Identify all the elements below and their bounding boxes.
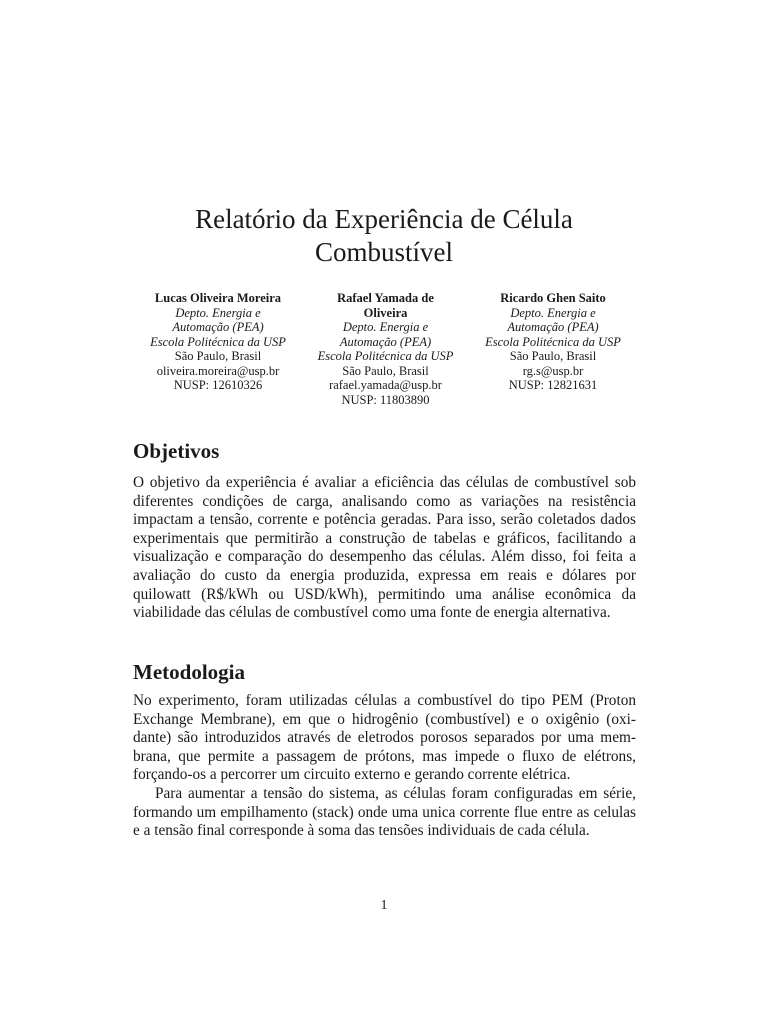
author-name: Ricardo Ghen Saito — [500, 291, 606, 305]
page-number: 1 — [380, 898, 388, 913]
author-dept-line-1: Depto. Energia e — [175, 305, 261, 320]
paper-title — [0, 203, 768, 269]
paper-title-line-2: Combustível — [314, 237, 453, 267]
objetivos-paragraph: O objetivo da experiência é avaliar a eficiência das células de combustível sob diferentes condições de carga, analisando como as variações na resistência impactam a tensão, corrente e potência geradas. Para isso, serão coletados dados experimentais que permitirão a construção de tabelas e gráficos, facilitando a visualização e comparação do desempenho das células. Além disso, foi feita a avaliação do custo da energia produzida, expressa em reais e dólares por quilowatt (R$/kWh ou USD/kWh), permitindo uma análise econômica da viabilidade das células de combustível como uma fonte de energia alternativa. — [133, 474, 636, 622]
author-org: Escola Politécnica da USP — [150, 334, 286, 349]
author-1 — [133, 291, 303, 393]
author-3 — [469, 291, 637, 393]
author-dept-line-2: Automação (PEA) — [339, 334, 432, 349]
author-email: rafael.yamada@usp.br — [329, 378, 442, 392]
author-city: São Paulo, Brasil — [174, 349, 262, 363]
metodologia-paragraph-2: Para aumentar a tensão do sistema, as células foram configuradas em série, formando um empilhamento (stack) onde uma unica corrente flue entre as celulas e a tensão final corresponde à soma das tensões individuais de cada célula. — [133, 785, 636, 840]
author-dept-line-1: Depto. Energia e — [342, 320, 429, 334]
metodologia-paragraph-1: No experimento, foram utilizadas células a combustível do tipo PEM (Proton Exchange Membrane), em que o hidrogênio (combustível) e o oxigênio (oxidante) são introduzidos através de eletrodos porosos separados por uma membrana, que permite a passagem de prótons, mas impede o fluxo de elétrons, forçando-os a percorrer um circuito externo e gerando corrente elétrica. — [133, 692, 636, 784]
author-nusp: NUSP: 12821631 — [508, 378, 598, 392]
section-heading-metodologia: Metodologia — [133, 660, 245, 684]
author-org: Escola Politécnica da USP — [485, 334, 621, 349]
author-email: oliveira.moreira@usp.br — [156, 363, 280, 378]
author-city: São Paulo, Brasil — [509, 349, 597, 363]
author-name: Lucas Oliveira Moreira — [154, 291, 282, 305]
author-dept-line-2: Automação (PEA) — [507, 320, 599, 334]
section-heading-objetivos: Objetivos — [133, 439, 220, 463]
author-name-line-2: Oliveira — [363, 305, 408, 320]
author-dept-line-1: Depto. Energia e — [510, 305, 596, 320]
author-name-line-1: Rafael Yamada de — [337, 291, 434, 305]
author-org: Escola Politécnica da USP — [317, 349, 454, 363]
author-city: São Paulo, Brasil — [342, 363, 429, 378]
paper-title-line-1: Relatório da Experiência de Célula — [195, 204, 573, 234]
author-nusp: NUSP: 11803890 — [341, 392, 430, 407]
author-email: rg.s@usp.br — [522, 363, 584, 378]
author-dept-line-2: Automação (PEA) — [172, 320, 264, 334]
author-2 — [303, 291, 468, 407]
author-nusp: NUSP: 12610326 — [173, 378, 263, 392]
